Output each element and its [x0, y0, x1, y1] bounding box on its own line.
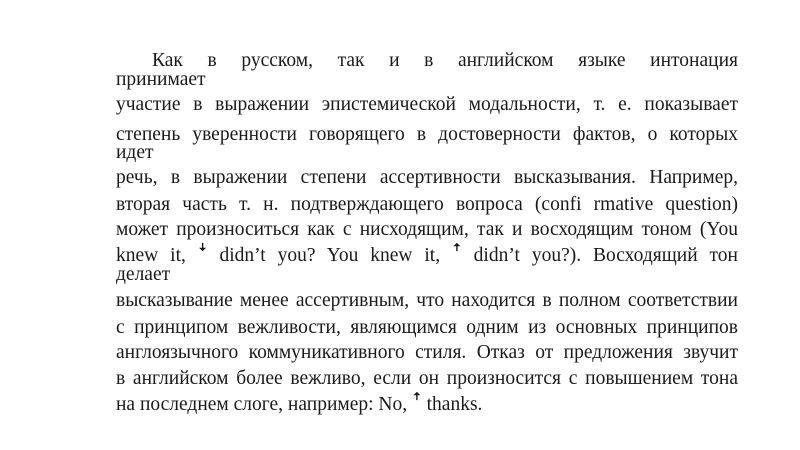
text-line-10: делает	[116, 264, 171, 285]
text-line-4: степень уверенности говорящего в достоверности фактов, о которых	[116, 124, 738, 145]
text-line-6: речь, в выражении степени ассертивности высказывания. Например,	[116, 167, 738, 188]
text-line-14: в английском более вежливо, если он произносится с повышением тона	[116, 368, 738, 389]
text-line-2: принимает	[116, 69, 206, 90]
text-line-13: англоязычного коммуникативного стиля. Отказ от предложения звучит	[116, 342, 738, 363]
text-line-15: на последнем слоге, например: No, ꜛ thanks.	[116, 394, 483, 415]
text-line-7: вторая часть т. н. подтверждающего вопроса (confi rmative question)	[116, 194, 738, 215]
text-line-9: knew it, ꜜ didn’t you? You knew it, ꜛ didn’t you?). Восходящий тон	[116, 245, 738, 266]
text-line-8: может произноситься как с нисходящим, так и восходящим тоном (You	[116, 219, 738, 240]
text-line-1: Как в русском, так и в английском языке интонация	[152, 50, 738, 71]
text-line-3: участие в выражении эпистемической модальности, т. е. показывает	[116, 94, 738, 115]
text-line-12: с принципом вежливости, являющимся одним из основных принципов	[116, 317, 738, 338]
text-line-5: идет	[116, 142, 154, 163]
text-line-11: высказывание менее ассертивным, что находится в полном соответствии	[116, 290, 738, 311]
